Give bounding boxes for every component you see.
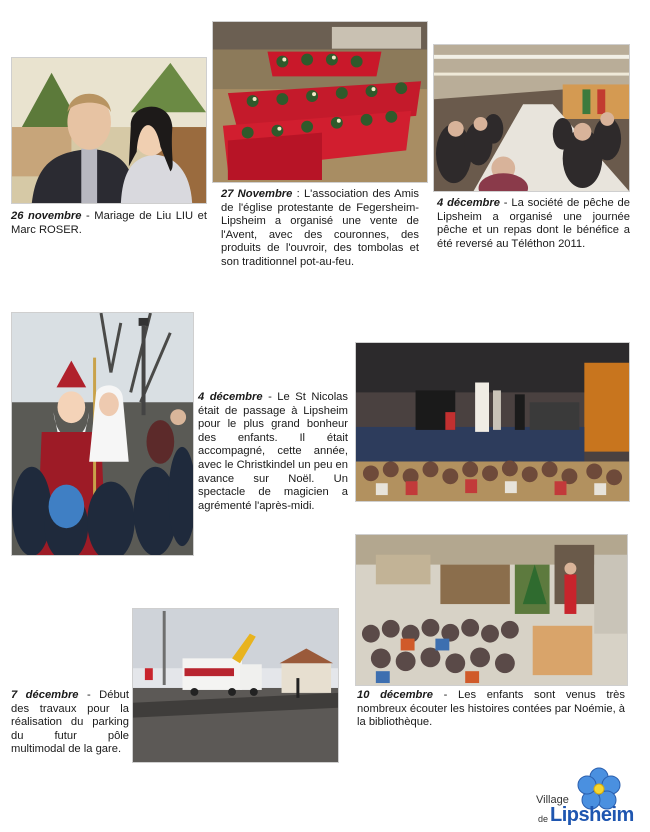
date-label: 4 décembre [198,391,263,403]
caption-text: - Début des travaux pour la réalisation du parking du futur pôle multimodal de la gare. [11,689,130,756]
library-caption [357,689,625,730]
fishing-meal-photo [433,44,630,192]
date-label: 7 décembre [11,689,79,701]
construction-caption [11,689,129,757]
library-photo [355,534,628,686]
date-label: 27 Novembre [221,188,293,200]
village-logo [536,766,644,830]
date-label: 4 décembre [437,197,500,209]
caption-text: - Mariage de Liu LIU et Marc ROSER. [11,210,207,236]
construction-photo [132,608,339,763]
caption-text: : L'association des Amis de l'église protestante de Fegersheim-Lipsheim a organisé une vente de l'Avent, avec des couronnes, des produits de l'ouvroir, des tombolas et son traditionnel pot-au-feu. [221,188,419,268]
magic-show-photo [355,342,630,502]
logo-de-text: de [538,814,549,824]
advent-caption [221,188,419,270]
wedding-caption [11,210,207,237]
fishing-caption [437,197,630,251]
caption-text: - La société de pêche de Lipsheim a organisé une journée pêche et un repas dont le bénéfice a été reversé au Téléthon 2011. [437,197,631,250]
st-nicolas-photo [11,312,194,556]
logo-village-text: Village [536,794,569,806]
logo-name-text: Lipsheim [550,804,634,826]
caption-text: - Les enfants sont venus très nombreux écouter les histoires contées par Noémie, à la bibliothèque. [357,689,626,729]
wedding-photo [11,57,207,204]
st-nicolas-caption [198,391,348,513]
date-label: 26 novembre [11,210,82,222]
date-label: 10 décembre [357,689,433,701]
caption-text: - Le St Nicolas était de passage à Lipsheim pour le plus grand bonheur des enfants. Il était accompagné, cette année, avec le Christkindel un peu en avance sur Noël. Un spectacle de magicien a agrémenté l'après-midi. [198,391,348,512]
advent-market-photo [212,21,428,183]
